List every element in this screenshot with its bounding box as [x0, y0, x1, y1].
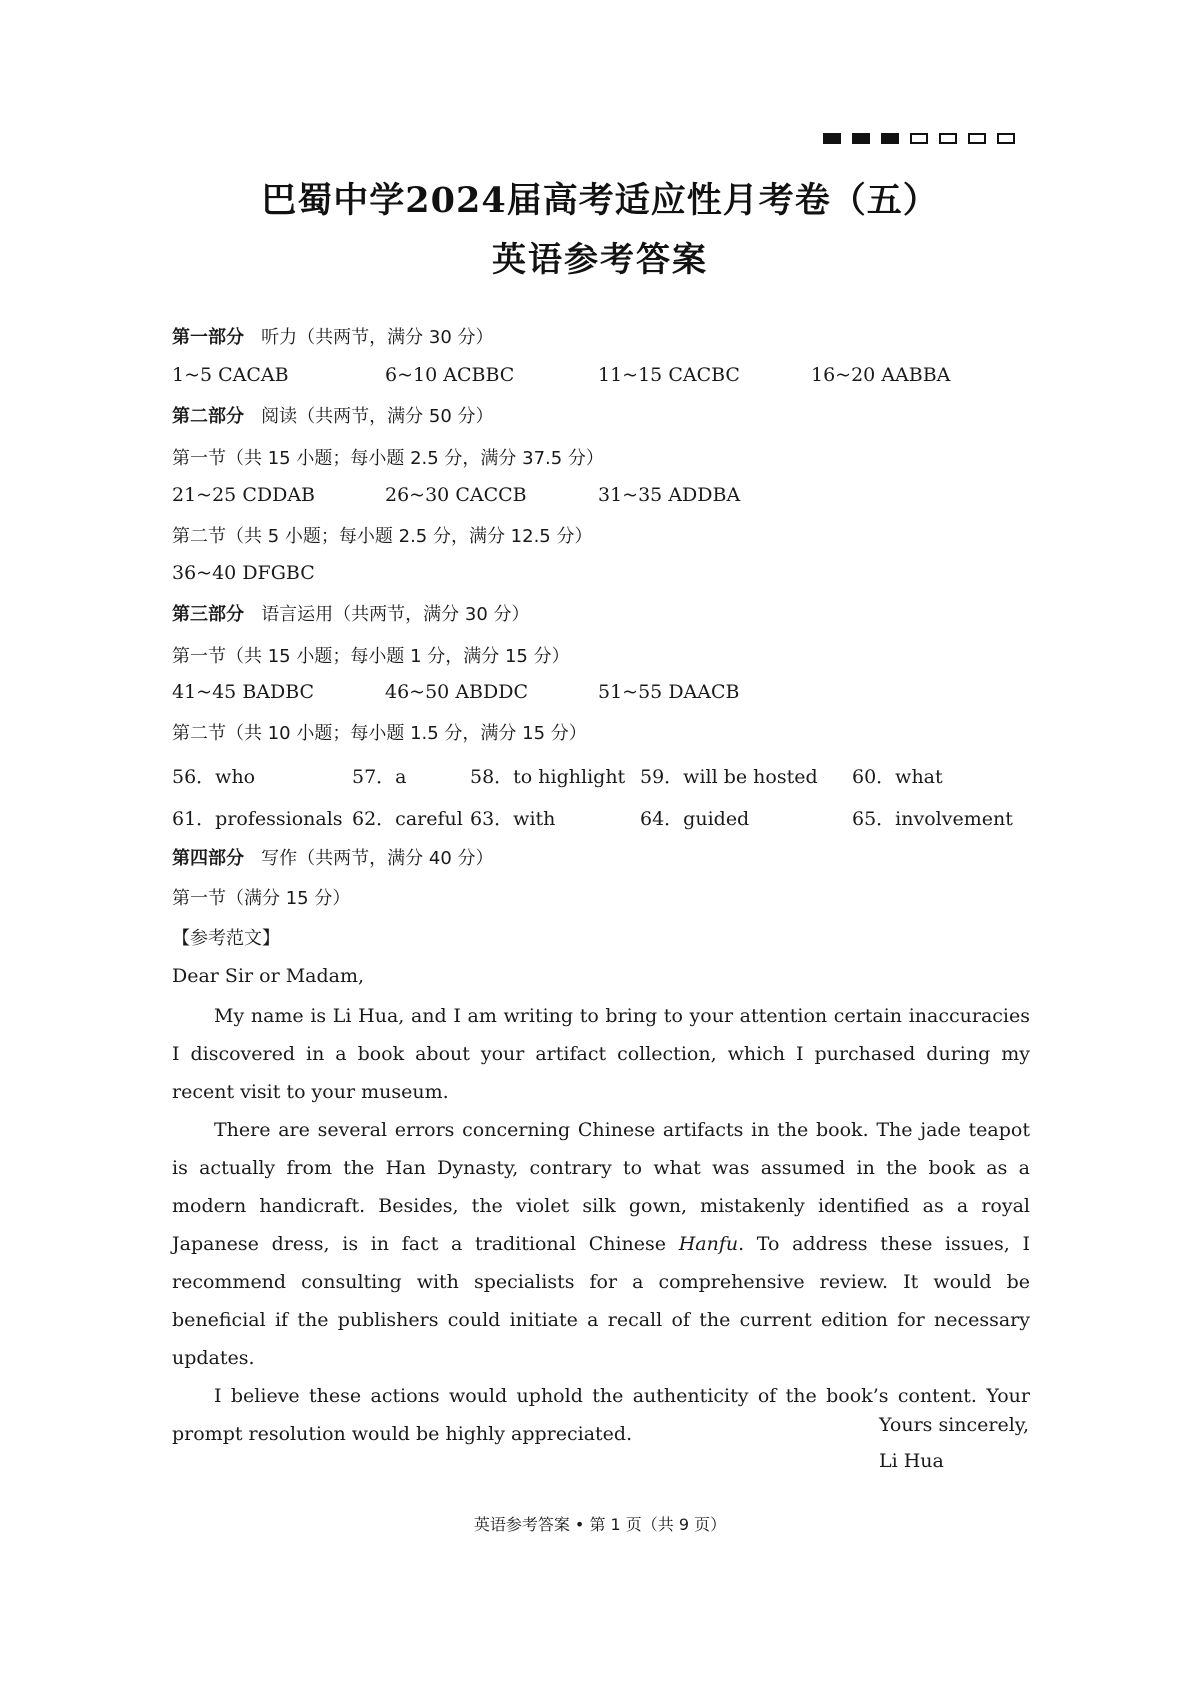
answer-group: 11~15 CACBC — [598, 364, 740, 386]
part4-detail: 写作（共两节，满分 40 分） — [261, 848, 494, 869]
letter-body — [172, 997, 1030, 1453]
fill-answer: 59．will be hosted — [640, 766, 818, 788]
answer-group: 36~40 DFGBC — [172, 562, 315, 584]
fill-answer: 58．to highlight — [470, 766, 626, 788]
part2-heading: 第二部分 — [172, 406, 244, 427]
answer-group: 26~30 CACCB — [385, 484, 527, 506]
part4-section1: 第一节（满分 15 分） — [172, 888, 351, 909]
letter-paragraph: My name is Li Hua, and I am writing to bring to your attention certain inaccuracies I discovered in a book about your artifact collection, which I purchased during my recent visit to your museum. — [172, 1005, 1030, 1103]
letter-signature: Li Hua — [879, 1450, 944, 1472]
fill-answer: 64．guided — [640, 808, 750, 830]
page-footer: 英语参考答案 • 第 1 页（共 9 页） — [473, 1515, 727, 1534]
part2-header — [172, 402, 494, 428]
fill-answer: 57．a — [352, 766, 407, 788]
answer-group: 41~45 BADBC — [172, 681, 315, 703]
answer-group: 31~35 ADDBA — [598, 484, 741, 506]
page-mark — [852, 133, 870, 144]
answer-group: 6~10 ACBBC — [385, 364, 515, 386]
letter-text: There are several errors concerning Chinese artifacts in the book. The jade teapot is actually from the Han Dynasty, contrary to what was assumed in the book as a modern handicraft. Besides, the violet silk gown, mistakenly identified as a royal Japanese dress, is in fact a traditional Chinese — [172, 1119, 1030, 1255]
part4-header — [172, 844, 494, 870]
letter-paragraph: I believe these actions would uphold the authenticity of the book’s content. Your prompt resolution would be highly appreciated. — [172, 1385, 1030, 1445]
page-marks — [823, 133, 1015, 144]
part1-header — [172, 323, 494, 349]
answer-group: 21~25 CDDAB — [172, 484, 316, 506]
answer-group: 46~50 ABDDC — [385, 681, 529, 703]
page-mark — [997, 133, 1015, 144]
fill-answer: 61．professionals — [172, 808, 343, 830]
part3-heading: 第三部分 — [172, 604, 244, 625]
part2-detail: 阅读（共两节，满分 50 分） — [261, 406, 494, 427]
answer-group: 16~20 AABBA — [811, 364, 951, 386]
fill-answer: 65．involvement — [852, 808, 1013, 830]
part4-heading: 第四部分 — [172, 848, 244, 869]
page-mark — [881, 133, 899, 144]
letter-paragraph — [172, 1111, 1030, 1377]
part3-section2: 第二节（共 10 小题；每小题 1.5 分，满分 15 分） — [172, 723, 587, 744]
fill-answer: 63．with — [470, 808, 556, 830]
part1-detail: 听力（共两节，满分 30 分） — [261, 327, 494, 348]
letter-greeting: Dear Sir or Madam, — [172, 965, 365, 987]
page-mark — [968, 133, 986, 144]
fill-answer: 60．what — [852, 766, 943, 788]
letter-italic-term: Hanfu — [678, 1233, 739, 1255]
part3-detail: 语言运用（共两节，满分 30 分） — [261, 604, 530, 625]
answer-group: 1~5 CACAB — [172, 364, 289, 386]
page-mark — [823, 133, 841, 144]
part3-header — [172, 600, 530, 626]
fill-answer: 56．who — [172, 766, 256, 788]
part2-section2: 第二节（共 5 小题；每小题 2.5 分，满分 12.5 分） — [172, 526, 593, 547]
part2-section1: 第一节（共 15 小题；每小题 2.5 分，满分 37.5 分） — [172, 448, 604, 469]
part1-heading: 第一部分 — [172, 327, 244, 348]
letter-text: . To address these issues, I recommend consulting with specialists for a comprehensive review. It would be beneficial if the publishers could initiate a recall of the current edition for necessary updates. — [172, 1233, 1030, 1369]
fill-answer: 62．careful — [352, 808, 463, 830]
answer-group: 51~55 DAACB — [598, 681, 740, 703]
part3-section1: 第一节（共 15 小题；每小题 1 分，满分 15 分） — [172, 646, 570, 667]
page-subtitle: 英语参考答案 — [492, 240, 708, 280]
letter-closing: Yours sincerely, — [879, 1414, 1030, 1436]
page-mark — [910, 133, 928, 144]
page-mark — [939, 133, 957, 144]
page-title: 巴蜀中学2024届高考适应性月考卷（五） — [261, 180, 939, 221]
sample-essay-label: 【参考范文】 — [172, 928, 280, 949]
